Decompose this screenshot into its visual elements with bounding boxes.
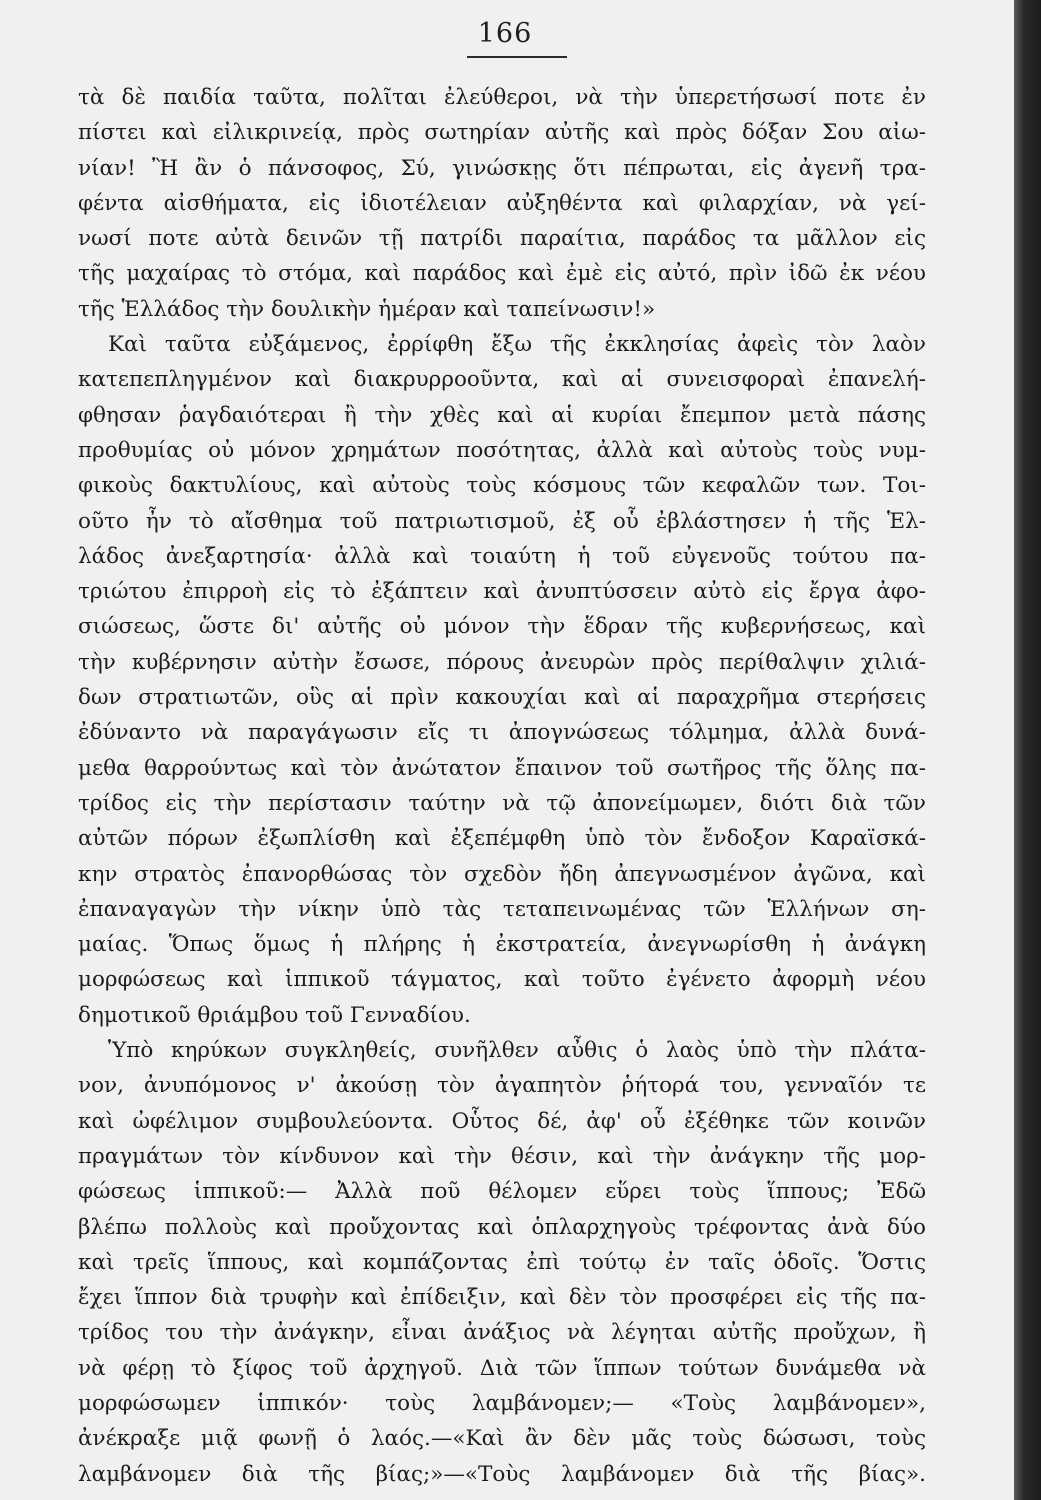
text-line: τριώτου ἐπιρροὴ εἰς τὸ ἐξάπτειν καὶ ἀνυπτύσσειν αὐτὸ εἰς ἔργα ἀφο- <box>78 579 926 605</box>
text-line: φικοὺς δακτυλίους, καὶ αὐτοὺς τοὺς κόσμους τῶν κεφαλῶν των. Τοι- <box>78 473 926 499</box>
text-line: οῦτο ἦν τὸ αἴσθημα τοῦ πατριωτισμοῦ, ἐξ οὗ ἐβλάστησεν ἡ τῆς Ἑλ- <box>78 508 926 534</box>
text-line: μεθα θαρρούντως καὶ τὸν ἀνώτατον ἔπαινον τοῦ σωτῆρος τῆς ὅλης πα- <box>78 755 926 781</box>
text-line: ἀνέκραξε μιᾷ φωνῇ ὁ λαός.—«Καὶ ἂν δὲν μᾶς τοὺς δώσωσι, τοὺς <box>78 1426 926 1452</box>
text-line: κατεπεπληγμένον καὶ διακρυρροοῦντα, καὶ αἱ συνεισφοραὶ ἐπανελή- <box>78 367 926 393</box>
text-line: τῆς Ἑλλάδος τὴν δουλικὴν ἡμέραν καὶ ταπείνωσιν!» <box>78 296 656 322</box>
text-line: βλέπω πολλοὺς καὶ προὔχοντας καὶ ὁπλαρχηγοὺς τρέφοντας ἀνὰ δύο <box>78 1214 926 1240</box>
text-line: μορφώσεως καὶ ἱππικοῦ τάγματος, καὶ τοῦτο ἐγένετο ἀφορμὴ νέου <box>78 967 926 993</box>
text-line: λάδος ἀνεξαρτησία· ἀλλὰ καὶ τοιαύτη ἡ τοῦ εὐγενοῦς τούτου πα- <box>78 543 926 569</box>
text-line: νίαν! Ἢ ἂν ὁ πάνσοφος, Σύ, γινώσκῃς ὅτι πέπρωται, εἰς ἀγενῆ τρα- <box>78 155 926 181</box>
body-text <box>78 80 926 1492</box>
text-line: καὶ τρεῖς ἵππους, καὶ κομπάζοντας ἐπὶ τούτῳ ἐν ταῖς ὁδοῖς. Ὅστις <box>78 1249 926 1275</box>
text-line: μαίας. Ὅπως ὅμως ἡ πλήρης ἡ ἐκστρατεία, ἀνεγνωρίσθη ἡ ἀνάγκη <box>78 932 926 958</box>
text-line: προθυμίας οὐ μόνον χρημάτων ποσότητας, ἀλλὰ καὶ αὐτοὺς τοὺς νυμ- <box>78 437 926 463</box>
text-line: λαμβάνομεν διὰ τῆς βίας;»—«Τοὺς λαμβάνομεν διὰ τῆς βίας». <box>78 1461 926 1487</box>
header-rule <box>467 56 567 58</box>
text-line: Καὶ ταῦτα εὐξάμενος, ἐρρίφθη ἔξω τῆς ἐκκλησίας ἀφεὶς τὸν λαὸν <box>108 332 926 358</box>
text-line: πίστει καὶ εἰλικρινείᾳ, πρὸς σωτηρίαν αὐτῆς καὶ πρὸς δόξαν Σου αἰω- <box>78 120 926 146</box>
text-line: αὐτῶν πόρων ἐξωπλίσθη καὶ ἐξεπέμφθη ὑπὸ τὸν ἔνδοξον Καραϊσκά- <box>78 826 926 852</box>
page-number: 166 <box>477 18 533 49</box>
text-line: μορφώσωμεν ἱππικόν· τοὺς λαμβάνομεν;— «Τοὺς λαμβάνομεν», <box>78 1390 926 1416</box>
text-line: δημοτικοῦ θριάμβου τοῦ Γενναδίου. <box>78 1002 471 1028</box>
text-line: τῆς μαχαίρας τὸ στόμα, καὶ παράδος καὶ ἐμὲ εἰς αὐτό, πρὶν ἰδῶ ἐκ νέου <box>78 261 926 287</box>
text-line: πραγμάτων τὸν κίνδυνον καὶ τὴν θέσιν, καὶ τὴν ἀνάγκην τῆς μορ- <box>78 1143 926 1169</box>
text-line: κην στρατὸς ἐπανορθώσας τὸν σχεδὸν ἤδη ἀπεγνωσμένον ἀγῶνα, καὶ <box>78 861 926 887</box>
scan-edge <box>1014 0 1041 1500</box>
text-line: καὶ ὠφέλιμον συμβουλεύοντα. Οὗτος δέ, ἀφ' οὗ ἐξέθηκε τῶν κοινῶν <box>78 1108 926 1134</box>
text-line: τρίδος εἰς τὴν περίστασιν ταύτην νὰ τῷ ἀπονείμωμεν, διότι διὰ τῶν <box>78 790 926 816</box>
text-line: τρίδος του τὴν ἀνάγκην, εἶναι ἀνάξιος νὰ λέγηται αὐτῆς προὔχων, ἢ <box>78 1320 926 1346</box>
text-line: Ὑπὸ κηρύκων συγκληθείς, συνῆλθεν αὖθις ὁ λαὸς ὑπὸ τὴν πλάτα- <box>108 1038 926 1064</box>
text-line: ἔχει ἵππον διὰ τρυφὴν καὶ ἐπίδειξιν, καὶ δὲν τὸν προσφέρει εἰς τῆς πα- <box>78 1285 926 1311</box>
text-line: σιώσεως, ὥστε δι' αὐτῆς οὐ μόνον τὴν ἕδραν τῆς κυβερνήσεως, καὶ <box>78 614 926 640</box>
text-line: ἐδύναντο νὰ παραγάγωσιν εἴς τι ἀπογνώσεως τόλμημα, ἀλλὰ δυνά- <box>78 720 926 746</box>
text-line: νωσί ποτε αὐτὰ δεινῶν τῇ πατρίδι παραίτια, παράδος τα μᾶλλον εἰς <box>78 226 926 252</box>
text-line: δων στρατιωτῶν, οὓς αἱ πρὶν κακουχίαι καὶ αἱ παραχρῆμα στερήσεις <box>78 685 926 711</box>
text-line: νὰ φέρῃ τὸ ξίφος τοῦ ἀρχηγοῦ. Διὰ τῶν ἵππων τούτων δυνάμεθα νὰ <box>78 1355 926 1381</box>
text-line: φθησαν ῥαγδαιότεραι ἢ τὴν χθὲς καὶ αἱ κυρίαι ἔπεμπον μετὰ πάσης <box>78 402 926 428</box>
text-line: τὰ δὲ παιδία ταῦτα, πολῖται ἐλεύθεροι, νὰ τὴν ὑπερετήσωσί ποτε ἐν <box>78 85 926 110</box>
text-line: φέντα αἰσθήματα, εἰς ἰδιοτέλειαν αὐξηθέντα καὶ φιλαρχίαν, νὰ γεί- <box>78 190 926 216</box>
text-line: ἐπαναγαγὼν τὴν νίκην ὑπὸ τὰς τεταπεινωμένας τῶν Ἑλλήνων ση- <box>78 896 926 922</box>
text-line: νον, ἀνυπόμονος ν' ἀκούσῃ τὸν ἀγαπητὸν ῥήτορά του, γενναῖόν τε <box>78 1073 926 1099</box>
text-line: φώσεως ἱππικοῦ:— Ἀλλὰ ποῦ θέλομεν εὕρει τοὺς ἵππους; Ἐδῶ <box>78 1179 926 1205</box>
text-line: τὴν κυβέρνησιν αὐτὴν ἔσωσε, πόρους ἀνευρὼν πρὸς περίθαλψιν χιλιά- <box>78 649 926 675</box>
